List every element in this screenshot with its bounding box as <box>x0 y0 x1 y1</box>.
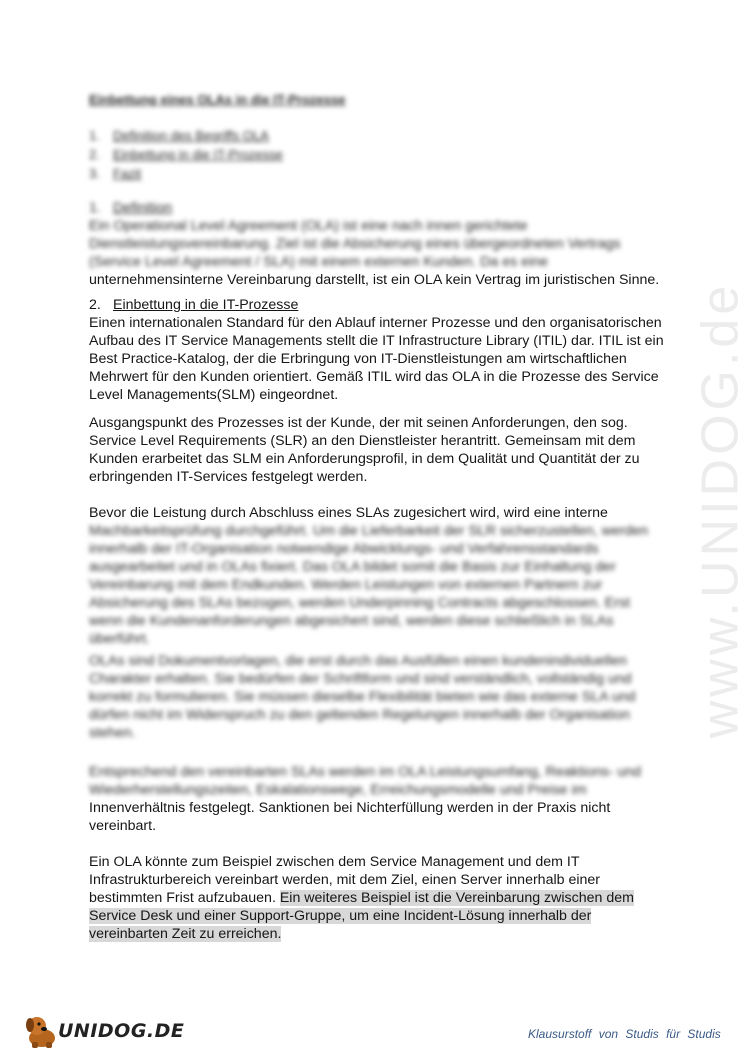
document-title: Einbettung eines OLAs in die IT-Prozesse <box>89 92 346 107</box>
toc-item: 3. Fazit <box>89 166 142 181</box>
footer-slogan: Klausurstoff von Studis für Studis <box>528 1027 721 1041</box>
toc-item-label: Einbettung in die IT-Prozesse <box>113 147 283 162</box>
paragraph-machbarkeit: Bevor die Leistung durch Abschluss eines SLAs zugesichert wird, wird eine interne Machbarkeitsprüfung durchgeführt. Um die Lieferbarkeit der SLR sicherzustellen, werden innerhalb der IT-Organisation notwendige Abwicklungs- und Verfahrensstandards ausgearbeitet und in OLAs fixiert. Das OLA bildet somit die Basis zur Einhaltung der Vereinbarung mit dem Endkunden. Werden Leistungen von externen Partnern zur Absicherung des SLAs bezogen, werden Underpinning Contracts abgeschlossen. Erst wenn die Kundenanforderungen abgesichert sind, werden diese schließlich in SLAs überführt. <box>89 504 664 648</box>
toc-item-label: Fazit <box>113 166 142 181</box>
section-paragraph: unternehmensinterne Vereinbarung darstellt, ist ein OLA kein Vertrag im juristischen Sinne. <box>89 272 660 288</box>
watermark <box>690 281 750 739</box>
section-paragraph-blurred: Ein Operational Level Agreement (OLA) ist eine nach innen gerichtete Dienstleistungsvereinbarung. Ziel ist die Absicherung eines übergeordneten Vertrags (Service Level Agreement / SLA) mit einem externen Kunden. Da es eine <box>89 218 621 270</box>
toc-item-label: Definition des Begriffs OLA <box>113 128 269 143</box>
table-of-contents <box>89 126 283 183</box>
section-heading: 2. Einbettung in die IT-Prozesse <box>89 297 299 313</box>
section-embedding <box>89 296 664 404</box>
paragraph-blurred: OLAs sind Dokumentvorlagen, die erst durch das Ausfüllen einen kundenindividuellen Charakter erhalten. Sie bedürfen der Schriftform und sind verständlich, vollständig und korrekt zu formulieren. Sie müssen dieselbe Flexibilität bieten wie das externe SLA und dürfen nicht im Widerspruch zu den geltenden Regelungen innerhalb der Organisation stehen. <box>89 653 636 741</box>
highlighted-text: Ein weiteres Beispiel ist die Vereinbarung zwischen dem Service Desk und einer Support-Gruppe, um eine Incident-Lösung innerhalb der vereinbarten Zeit zu erreichen. <box>89 890 634 942</box>
paragraph-blurred: Machbarkeitsprüfung durchgeführt. Um die Lieferbarkeit der SLR sicherzustellen, werden innerhalb der IT-Organisation notwendige Abwicklungs- und Verfahrensstandards ausgearbeitet und in OLAs fixiert. Das OLA bildet somit die Basis zur Einhaltung der Vereinbarung mit dem Endkunden. Werden Leistungen von externen Partnern zur Absicherung des SLAs bezogen, werden Underpinning Contracts abgeschlossen. Erst wenn die Kundenanforderungen abgesichert sind, werden diese schließlich in SLAs überführt. <box>89 523 649 647</box>
paragraph-beispiel: Ein OLA könnte zum Beispiel zwischen dem Service Management und dem IT Infrastrukturbereich vereinbart werden, mit dem Ziel, einen Server innerhalb einer bestimmten Frist aufzubauen. Ein weiteres Beispiel ist die Vereinbarung zwischen dem Service Desk und einer Support-Gruppe, um eine Incident-Lösung innerhalb der vereinbarten Zeit zu erreichen. <box>89 854 634 942</box>
paragraph-itil: Einen internationalen Standard für den Ablauf interner Prozesse und den organisatorischen Aufbau des IT Service Managements stellt die IT Infrastructure Library (ITIL) dar. ITIL ist ein Best Practice-Katalog, der die Erbringung von IT-Dienstleistungen am wirtschaftlichen Mehrwert für den Kunden orientiert. Gemäß ITIL wird das OLA in die Prozesse des Service Level Managements(SLM) eingeordnet. <box>89 315 664 403</box>
logo-text: UNIDOG.DE <box>58 1020 185 1042</box>
watermark-text: www.UNIDOG.de <box>691 281 749 739</box>
section-definition <box>89 199 664 289</box>
section-heading: 1. Definition <box>89 200 173 216</box>
toc-item: 1. Definition des Begriffs OLA <box>89 128 269 143</box>
paragraph-slr: Ausgangspunkt des Prozesses ist der Kunde, der mit seinen Anforderungen, den sog. Service Level Requirements (SLR) an den Dienstleister herantritt. Gemeinsam mit dem Kunden erarbeitet das SLM ein Anforderungsprofil, in dem Qualität und Quantität der zu erbringenden IT-Services festgelegt werden. <box>89 415 640 485</box>
toc-item: 2. Einbettung in die IT-Prozesse <box>89 147 283 162</box>
dog-mascot-icon <box>22 1012 62 1050</box>
paragraph-sanktionen: Entsprechend den vereinbarten SLAs werden im OLA Leistungsumfang, Reaktions- und Wiederherstellungszeiten, Eskalationswege, Erreichungsmodelle und Preise im Innenverhältnis festgelegt. Sanktionen bei Nichterfüllung werden in der Praxis nicht vereinbart. <box>89 764 642 834</box>
unidog-logo <box>22 1012 184 1050</box>
